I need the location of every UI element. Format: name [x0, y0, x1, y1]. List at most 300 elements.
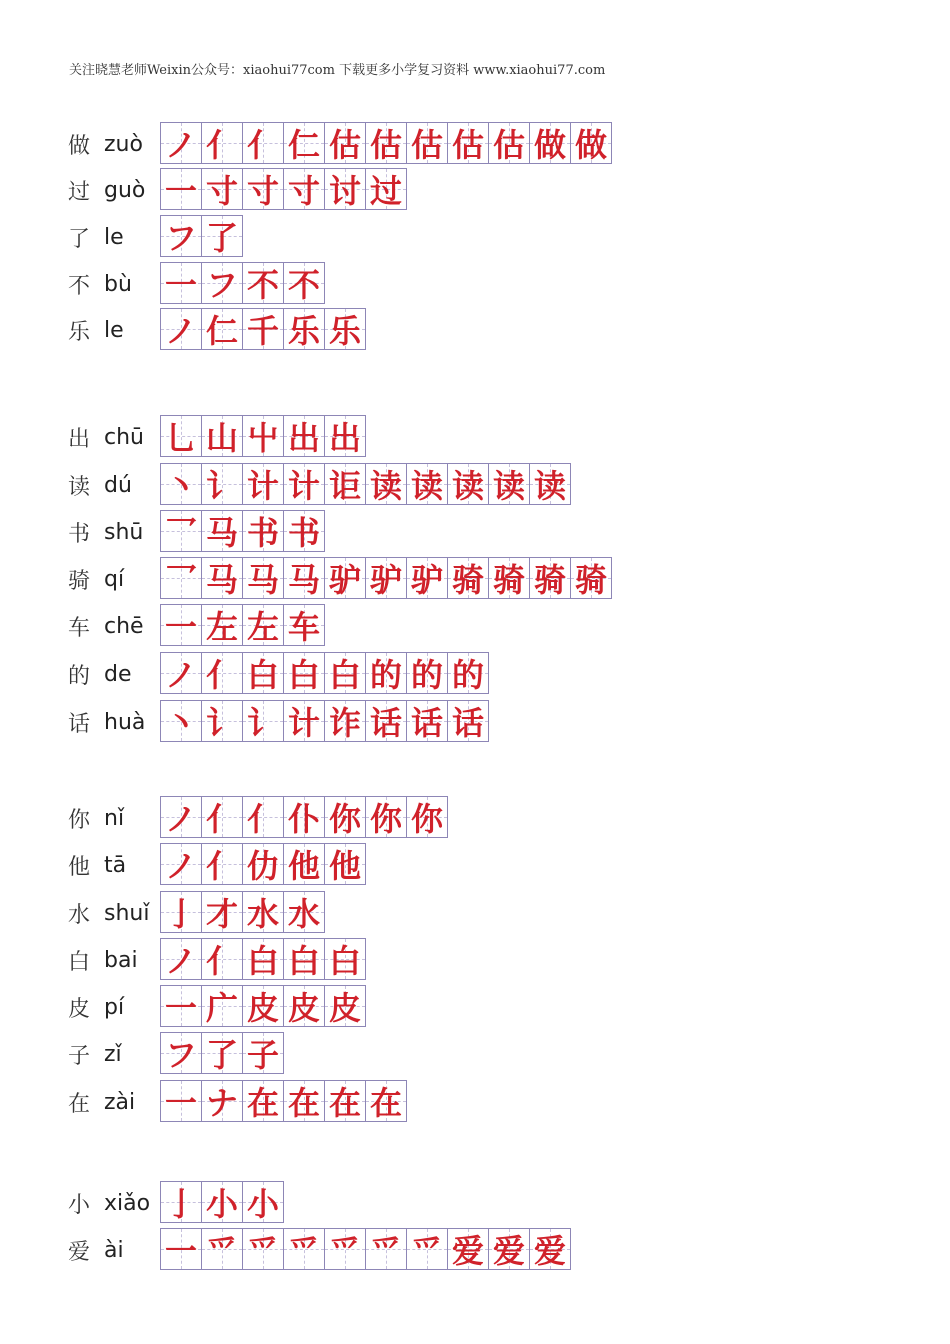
stroke-cell	[160, 1080, 202, 1122]
stroke-glyph: 白	[328, 656, 361, 694]
pinyin-label: shuǐ	[104, 900, 150, 926]
stroke-glyph: 白	[246, 656, 279, 694]
stroke-glyph: 估	[328, 126, 361, 164]
stroke-glyph: 小	[246, 1185, 279, 1223]
stroke-cell	[406, 122, 448, 164]
stroke-glyph: 爫	[369, 1232, 402, 1270]
character-row	[68, 1181, 279, 1225]
stroke-glyph: 仆	[287, 800, 320, 838]
hanzi-character: 在	[68, 1091, 91, 1117]
hanzi-character: 了	[68, 226, 91, 252]
stroke-glyph: 皮	[328, 989, 361, 1027]
stroke-order-grid	[160, 1181, 283, 1223]
stroke-glyph: 话	[410, 704, 443, 742]
stroke-glyph: 讠	[205, 467, 238, 505]
stroke-cell	[283, 415, 325, 457]
stroke-glyph: 了	[205, 219, 238, 257]
character-row	[68, 796, 443, 840]
stroke-glyph: 丶	[164, 704, 197, 742]
stroke-glyph: 仁	[205, 312, 238, 350]
stroke-glyph: 马	[246, 561, 279, 599]
stroke-glyph: 亻	[246, 126, 279, 164]
stroke-cell	[242, 510, 284, 552]
stroke-cell	[283, 557, 325, 599]
stroke-cell	[283, 985, 325, 1027]
pinyin-label: nǐ	[104, 805, 125, 831]
stroke-order-grid	[160, 557, 611, 599]
character-row	[68, 215, 238, 259]
stroke-cell	[201, 415, 243, 457]
stroke-order-grid	[160, 700, 488, 742]
stroke-cell	[242, 700, 284, 742]
stroke-cell	[283, 604, 325, 646]
stroke-glyph: 爱	[492, 1232, 525, 1270]
stroke-glyph: ノ	[164, 126, 197, 164]
stroke-glyph: 千	[246, 312, 279, 350]
stroke-cell	[242, 1032, 284, 1074]
stroke-cell	[324, 308, 366, 350]
stroke-cell	[242, 1228, 284, 1270]
stroke-cell	[201, 122, 243, 164]
stroke-glyph: 仁	[287, 126, 320, 164]
stroke-cell	[160, 308, 202, 350]
stroke-order-grid	[160, 262, 324, 304]
stroke-glyph: 他	[328, 847, 361, 885]
character-row	[68, 168, 402, 212]
stroke-cell	[283, 1080, 325, 1122]
stroke-cell	[365, 168, 407, 210]
stroke-glyph: 不	[287, 266, 320, 304]
stroke-cell	[406, 796, 448, 838]
stroke-glyph: 驴	[328, 561, 361, 599]
stroke-cell	[242, 938, 284, 980]
stroke-cell	[283, 843, 325, 885]
stroke-cell	[201, 843, 243, 885]
stroke-glyph: 骑	[492, 561, 525, 599]
character-row	[68, 463, 566, 507]
pinyin-label: le	[104, 317, 124, 343]
stroke-cell	[324, 652, 366, 694]
stroke-glyph: 计	[287, 467, 320, 505]
stroke-glyph: 白	[287, 942, 320, 980]
stroke-cell	[324, 557, 366, 599]
stroke-cell	[283, 168, 325, 210]
stroke-glyph: 讠	[246, 704, 279, 742]
stroke-cell	[160, 557, 202, 599]
pinyin-label: chē	[104, 613, 144, 639]
stroke-cell	[488, 1228, 530, 1270]
stroke-cell	[160, 1181, 202, 1223]
stroke-glyph: 在	[287, 1084, 320, 1122]
stroke-glyph: 读	[369, 467, 402, 505]
stroke-glyph: 仂	[246, 847, 279, 885]
stroke-cell	[201, 262, 243, 304]
stroke-order-grid	[160, 415, 365, 457]
stroke-cell	[160, 1032, 202, 1074]
stroke-glyph: 一	[164, 1084, 197, 1122]
stroke-order-grid	[160, 985, 365, 1027]
pinyin-label: bù	[104, 271, 132, 297]
stroke-cell	[406, 1228, 448, 1270]
header-text: 关注晓慧老师Weixin公众号：xiaohui77com 下载更多小学复习资料 www.xiaohui77.com	[69, 63, 606, 78]
stroke-cell	[365, 557, 407, 599]
stroke-cell	[365, 652, 407, 694]
stroke-cell	[529, 1228, 571, 1270]
stroke-order-grid	[160, 891, 324, 933]
stroke-cell	[201, 510, 243, 552]
stroke-cell	[324, 1080, 366, 1122]
stroke-cell	[365, 1080, 407, 1122]
stroke-glyph: 一	[164, 266, 197, 304]
stroke-glyph: 估	[492, 126, 525, 164]
stroke-cell	[201, 796, 243, 838]
character-row	[68, 510, 320, 554]
stroke-glyph: 骑	[451, 561, 484, 599]
stroke-cell	[160, 1228, 202, 1270]
stroke-cell	[447, 122, 489, 164]
stroke-order-grid	[160, 843, 365, 885]
hanzi-character: 话	[68, 711, 91, 737]
stroke-glyph: 亻	[205, 800, 238, 838]
stroke-cell	[242, 308, 284, 350]
stroke-glyph: 读	[533, 467, 566, 505]
stroke-cell	[488, 463, 530, 505]
stroke-cell	[201, 1032, 243, 1074]
stroke-glyph: 做	[533, 126, 566, 164]
stroke-glyph: 白	[246, 942, 279, 980]
stroke-glyph: 爱	[451, 1232, 484, 1270]
stroke-order-grid	[160, 938, 365, 980]
hanzi-character: 子	[68, 1043, 91, 1069]
stroke-glyph: 乛	[164, 514, 197, 552]
stroke-glyph: 讵	[328, 467, 361, 505]
hanzi-character: 水	[68, 902, 91, 928]
character-row	[68, 891, 320, 935]
stroke-cell	[283, 122, 325, 164]
stroke-cell	[242, 415, 284, 457]
stroke-glyph: 皮	[246, 989, 279, 1027]
pinyin-label: de	[104, 661, 132, 687]
stroke-glyph: 读	[451, 467, 484, 505]
hanzi-character: 书	[68, 521, 91, 547]
stroke-cell	[201, 938, 243, 980]
stroke-glyph: 亅	[164, 895, 197, 933]
stroke-glyph: 广	[205, 989, 238, 1027]
stroke-order-grid	[160, 215, 242, 257]
stroke-cell	[160, 463, 202, 505]
stroke-glyph: 水	[287, 895, 320, 933]
stroke-cell	[160, 700, 202, 742]
stroke-cell	[201, 215, 243, 257]
stroke-cell	[324, 700, 366, 742]
stroke-order-grid	[160, 1032, 283, 1074]
stroke-glyph: 了	[205, 1036, 238, 1074]
hanzi-character: 白	[68, 949, 91, 975]
pinyin-label: zuò	[104, 131, 143, 157]
stroke-cell	[160, 215, 202, 257]
character-row	[68, 700, 484, 744]
stroke-glyph: フ	[164, 219, 197, 257]
stroke-glyph: 一	[164, 1232, 197, 1270]
stroke-cell	[242, 262, 284, 304]
stroke-cell	[201, 985, 243, 1027]
stroke-order-grid	[160, 796, 447, 838]
stroke-glyph: 马	[287, 561, 320, 599]
character-row	[68, 652, 484, 696]
stroke-cell	[406, 463, 448, 505]
stroke-glyph: 过	[369, 172, 402, 210]
stroke-glyph: 计	[287, 704, 320, 742]
character-row	[68, 1228, 566, 1272]
character-row	[68, 557, 607, 601]
stroke-cell	[365, 796, 407, 838]
stroke-glyph: ノ	[164, 656, 197, 694]
pinyin-label: chū	[104, 424, 144, 450]
stroke-glyph: 丶	[164, 467, 197, 505]
pinyin-label: shū	[104, 519, 144, 545]
stroke-cell	[447, 463, 489, 505]
stroke-cell	[160, 843, 202, 885]
stroke-glyph: 左	[246, 608, 279, 646]
stroke-glyph: 白	[287, 656, 320, 694]
stroke-glyph: ナ	[205, 1084, 238, 1122]
stroke-glyph: 你	[328, 800, 361, 838]
stroke-order-grid	[160, 1228, 570, 1270]
pinyin-label: zǐ	[104, 1041, 122, 1067]
stroke-cell	[160, 510, 202, 552]
pinyin-label: tā	[104, 852, 127, 878]
stroke-cell	[201, 463, 243, 505]
stroke-cell	[160, 262, 202, 304]
stroke-cell	[283, 796, 325, 838]
stroke-cell	[201, 1228, 243, 1270]
stroke-glyph: 估	[451, 126, 484, 164]
stroke-glyph: 读	[492, 467, 525, 505]
stroke-cell	[201, 1080, 243, 1122]
stroke-cell	[160, 604, 202, 646]
stroke-glyph: 水	[246, 895, 279, 933]
stroke-glyph: ノ	[164, 942, 197, 980]
stroke-glyph: 在	[369, 1084, 402, 1122]
stroke-cell	[283, 510, 325, 552]
stroke-order-grid	[160, 652, 488, 694]
stroke-cell	[242, 168, 284, 210]
stroke-glyph: フ	[164, 1036, 197, 1074]
stroke-glyph: 读	[410, 467, 443, 505]
stroke-glyph: 驴	[369, 561, 402, 599]
stroke-cell	[283, 891, 325, 933]
stroke-cell	[283, 652, 325, 694]
pinyin-label: le	[104, 224, 124, 250]
stroke-cell	[201, 557, 243, 599]
stroke-cell	[160, 168, 202, 210]
stroke-cell	[324, 1228, 366, 1270]
stroke-glyph: 才	[205, 895, 238, 933]
stroke-cell	[570, 122, 612, 164]
stroke-cell	[324, 415, 366, 457]
hanzi-character: 过	[68, 179, 91, 205]
stroke-glyph: 话	[369, 704, 402, 742]
stroke-glyph: 诈	[328, 704, 361, 742]
pinyin-label: pí	[104, 994, 125, 1020]
stroke-glyph: 寸	[287, 172, 320, 210]
stroke-glyph: ノ	[164, 847, 197, 885]
pinyin-label: huà	[104, 709, 146, 735]
stroke-glyph: 亻	[205, 656, 238, 694]
stroke-cell	[570, 557, 612, 599]
stroke-cell	[324, 122, 366, 164]
stroke-glyph: 你	[410, 800, 443, 838]
stroke-cell	[283, 262, 325, 304]
stroke-glyph: 做	[574, 126, 607, 164]
stroke-glyph: ノ	[164, 800, 197, 838]
stroke-cell	[447, 557, 489, 599]
stroke-cell	[529, 557, 571, 599]
stroke-glyph: 出	[328, 419, 361, 457]
stroke-cell	[324, 985, 366, 1027]
stroke-cell	[160, 652, 202, 694]
stroke-glyph: 的	[369, 656, 402, 694]
stroke-cell	[365, 700, 407, 742]
stroke-glyph: 乛	[164, 561, 197, 599]
stroke-glyph: 在	[328, 1084, 361, 1122]
hanzi-character: 骑	[68, 568, 91, 594]
stroke-order-grid	[160, 1080, 406, 1122]
stroke-glyph: 骑	[533, 561, 566, 599]
stroke-order-grid	[160, 308, 365, 350]
stroke-glyph: 亅	[164, 1185, 197, 1223]
stroke-glyph: 乐	[287, 312, 320, 350]
stroke-cell	[324, 463, 366, 505]
stroke-glyph: 爫	[287, 1232, 320, 1270]
stroke-glyph: 亻	[205, 126, 238, 164]
hanzi-character: 你	[68, 807, 91, 833]
stroke-glyph: 子	[246, 1036, 279, 1074]
stroke-glyph: 皮	[287, 989, 320, 1027]
stroke-cell	[324, 796, 366, 838]
pinyin-label: xiǎo	[104, 1190, 151, 1216]
stroke-glyph: 寸	[205, 172, 238, 210]
stroke-glyph: 寸	[246, 172, 279, 210]
hanzi-character: 皮	[68, 996, 91, 1022]
stroke-glyph: 爱	[533, 1232, 566, 1270]
stroke-glyph: 讠	[205, 704, 238, 742]
stroke-cell	[242, 463, 284, 505]
stroke-cell	[242, 891, 284, 933]
stroke-glyph: 一	[164, 172, 197, 210]
stroke-glyph: 在	[246, 1084, 279, 1122]
character-row	[68, 1080, 402, 1124]
hanzi-character: 爱	[68, 1239, 91, 1265]
character-row	[68, 415, 361, 459]
stroke-cell	[242, 1080, 284, 1122]
stroke-cell	[365, 463, 407, 505]
stroke-glyph: 出	[287, 419, 320, 457]
stroke-cell	[447, 652, 489, 694]
pinyin-label: ài	[104, 1237, 124, 1263]
stroke-cell	[160, 891, 202, 933]
stroke-cell	[160, 938, 202, 980]
hanzi-character: 读	[68, 474, 91, 500]
stroke-cell	[283, 463, 325, 505]
stroke-cell	[447, 700, 489, 742]
stroke-cell	[324, 938, 366, 980]
stroke-order-grid	[160, 510, 324, 552]
stroke-glyph: 讨	[328, 172, 361, 210]
stroke-cell	[406, 700, 448, 742]
stroke-cell	[365, 1228, 407, 1270]
stroke-order-grid	[160, 168, 406, 210]
hanzi-character: 他	[68, 854, 91, 880]
stroke-cell	[242, 843, 284, 885]
stroke-cell	[283, 700, 325, 742]
stroke-glyph: 的	[410, 656, 443, 694]
stroke-cell	[488, 557, 530, 599]
stroke-cell	[406, 557, 448, 599]
stroke-glyph: 驴	[410, 561, 443, 599]
stroke-glyph: 亻	[205, 942, 238, 980]
stroke-cell	[201, 168, 243, 210]
stroke-cell	[283, 938, 325, 980]
stroke-glyph: 他	[287, 847, 320, 885]
stroke-glyph: 不	[246, 266, 279, 304]
stroke-glyph: 小	[205, 1185, 238, 1223]
stroke-glyph: 计	[246, 467, 279, 505]
stroke-cell	[160, 796, 202, 838]
character-row	[68, 262, 320, 306]
pinyin-label: zài	[104, 1089, 136, 1115]
stroke-cell	[160, 415, 202, 457]
character-row	[68, 308, 361, 352]
character-row	[68, 604, 320, 648]
stroke-order-grid	[160, 463, 570, 505]
stroke-cell	[201, 652, 243, 694]
hanzi-character: 做	[68, 133, 91, 159]
stroke-glyph: 亻	[246, 800, 279, 838]
stroke-cell	[201, 891, 243, 933]
stroke-glyph: フ	[205, 266, 238, 304]
stroke-cell	[201, 308, 243, 350]
stroke-glyph: 乐	[328, 312, 361, 350]
stroke-cell	[242, 796, 284, 838]
hanzi-character: 不	[68, 273, 91, 299]
stroke-glyph: 的	[451, 656, 484, 694]
stroke-cell	[242, 1181, 284, 1223]
stroke-glyph: 估	[410, 126, 443, 164]
stroke-cell	[447, 1228, 489, 1270]
stroke-glyph: 书	[246, 514, 279, 552]
stroke-glyph: 话	[451, 704, 484, 742]
pinyin-label: dú	[104, 472, 132, 498]
stroke-glyph: 山	[205, 419, 238, 457]
stroke-cell	[406, 652, 448, 694]
stroke-cell	[160, 985, 202, 1027]
pinyin-label: guò	[104, 177, 146, 203]
stroke-glyph: 爫	[205, 1232, 238, 1270]
pinyin-label: bai	[104, 947, 138, 973]
pinyin-label: qí	[104, 566, 125, 592]
hanzi-character: 的	[68, 663, 91, 689]
stroke-glyph: 车	[287, 608, 320, 646]
stroke-cell	[283, 1228, 325, 1270]
stroke-cell	[488, 122, 530, 164]
character-row	[68, 985, 361, 1029]
hanzi-character: 出	[68, 426, 91, 452]
stroke-glyph: 马	[205, 514, 238, 552]
stroke-glyph: ノ	[164, 312, 197, 350]
stroke-glyph: 左	[205, 608, 238, 646]
stroke-cell	[283, 308, 325, 350]
